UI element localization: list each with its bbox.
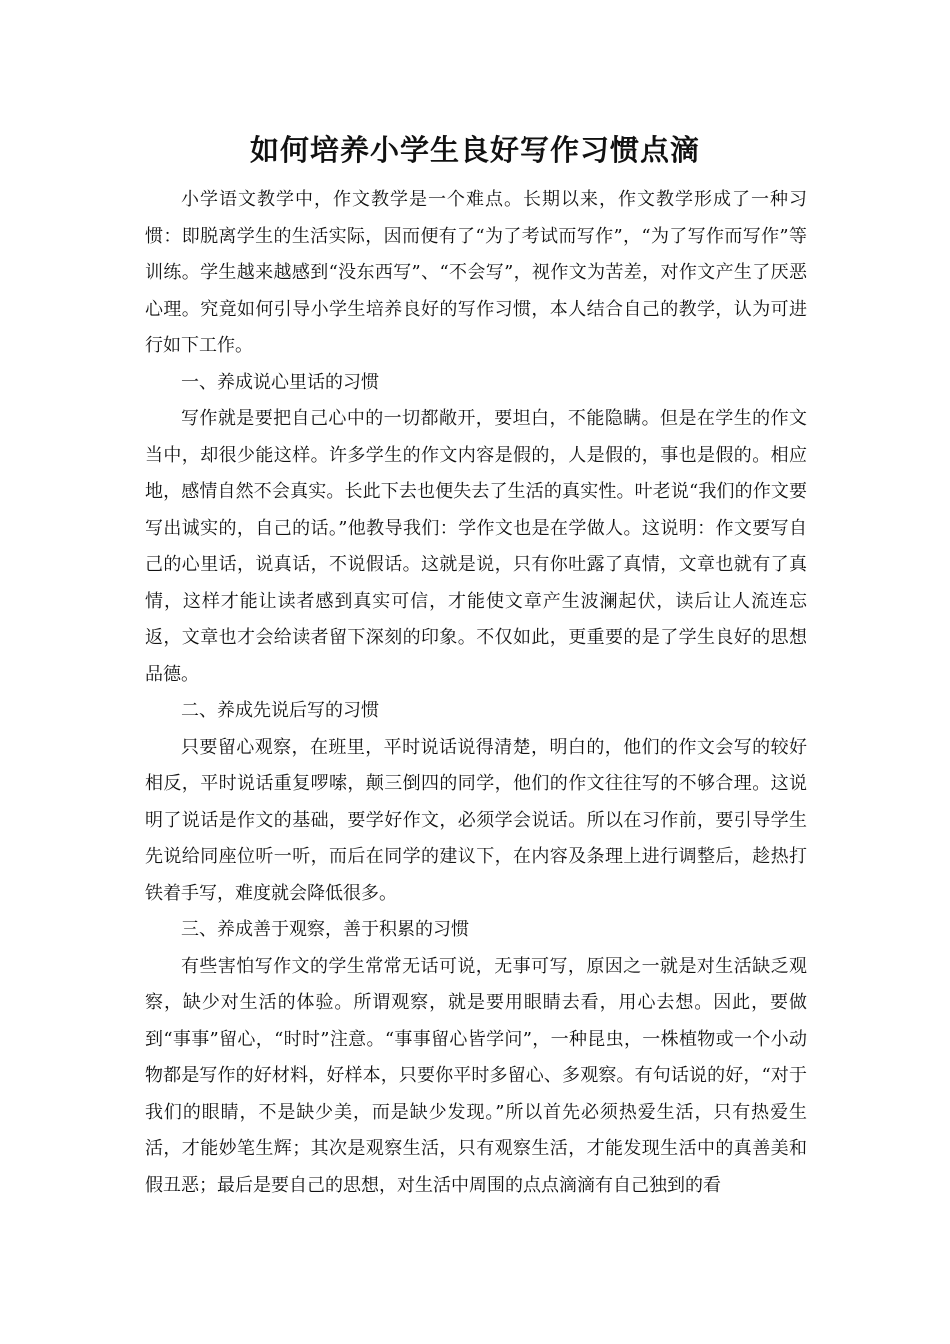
section-heading-1: 一、养成说心里话的习惯 <box>181 371 379 393</box>
intro-paragraph: 小学语文教学中，作文教学是一个难点。长期以来，作文教学形成了一种习惯：即脱离学生的生活实际，因而便有了“为了考试而写作”，“为了写作而写作”等训练。学生越来越感到“没东西写”、“不会写”，视作文为苦差，对作文产生了厌恶心理。究竟如何引导小学生培养良好的写作习惯，本人结合自己的教学，认为可进行如下工作。 <box>145 189 807 356</box>
section-heading-3: 三、养成善于观察，善于积累的习惯 <box>181 919 469 940</box>
document-body <box>145 182 807 1204</box>
section-3-paragraph: 有些害怕写作文的学生常常无话可说，无事可写，原因之一就是对生活缺乏观察，缺少对生活的体验。所谓观察，就是要用眼睛去看，用心去想。因此，要做到“事事”留心，“时时”注意。“事事留心皆学问”，一种昆虫，一株植物或一个小动物都是写作的好材料，好样本，只要你平时多留心、多观察。有句话说的好，“对于我们的眼睛，不是缺少美，而是缺少发现。”所以首先必须热爱生活，只有热爱生活，才能妙笔生辉；其次是观察生活，只有观察生活，才能发现生活中的真善美和假丑恶；最后是要自己的思想，对生活中周围的点点滴滴有自己独到的看 <box>145 955 807 1196</box>
section-2-paragraph: 只要留心观察，在班里，平时说话说得清楚，明白的，他们的作文会写的较好相反，平时说话重复啰嗦，颠三倒四的同学，他们的作文往往写的不够合理。这说明了说话是作文的基础，要学好作文，必须学会说话。所以在习作前，要引导学生先说给同座位听一听，而后在同学的建议下，在内容及条理上进行调整后，趁热打铁着手写，难度就会降低很多。 <box>145 736 807 904</box>
document-title: 如何培养小学生良好写作习惯点滴 <box>249 133 700 167</box>
section-1-paragraph: 写作就是要把自己心中的一切都敞开，要坦白，不能隐瞒。但是在学生的作文当中，却很少能这样。许多学生的作文内容是假的，人是假的，事也是假的。相应地，感情自然不会真实。长此下去也便失去了生活的真实性。叶老说“我们的作文要写出诚实的，自己的话。”他教导我们：学作文也是在学做人。这说明：作文要写自己的心里话，说真话，不说假话。这就是说，只有你吐露了真情，文章也就有了真情，这样才能让读者感到真实可信，才能使文章产生波澜起伏，读后让人流连忘返，文章也才会给读者留下深刻的印象。不仅如此，更重要的是了学生良好的思想品德。 <box>145 408 807 685</box>
section-heading-2: 二、养成先说后写的习惯 <box>181 700 379 721</box>
